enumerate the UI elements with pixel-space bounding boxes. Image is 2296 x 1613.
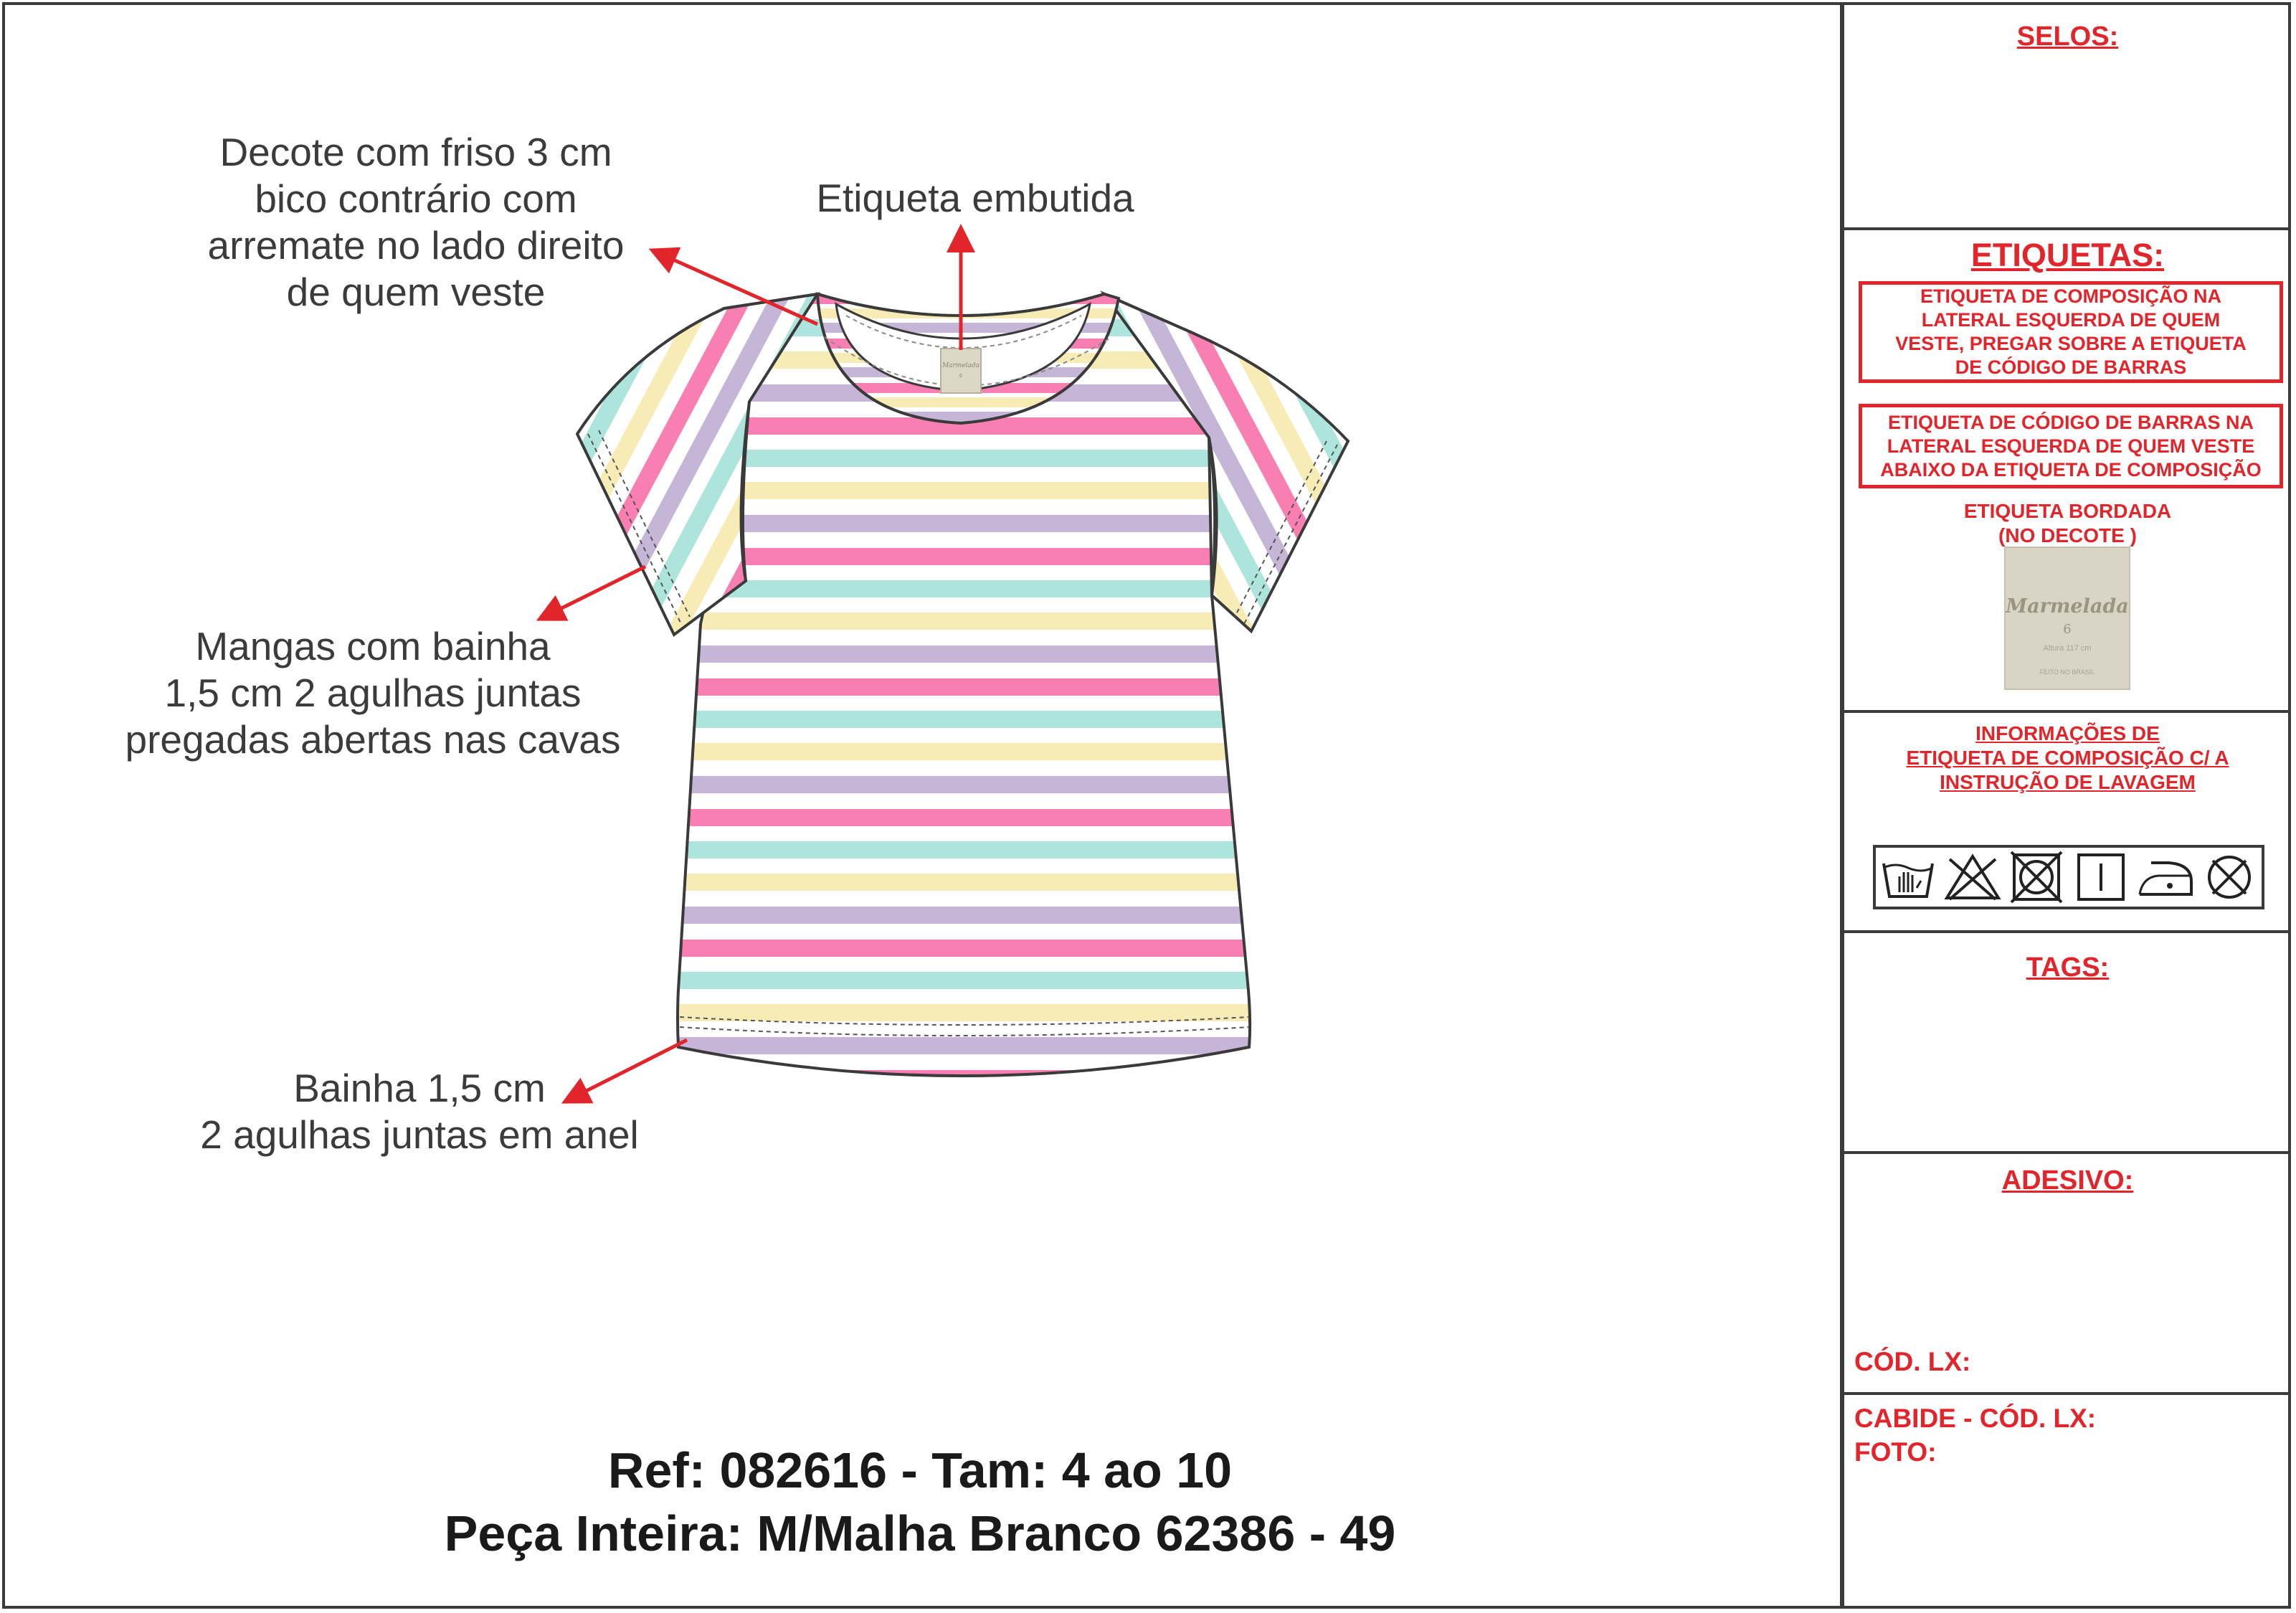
line-dry-icon: [2069, 848, 2133, 907]
barcode-label-box: ETIQUETA DE CÓDIGO DE BARRAS NA LATERAL ESQUERDA DE QUEM VESTE ABAIXO DA ETIQUETA DE COMPOSIÇÃO: [1859, 404, 2283, 488]
annotation-neckline: Decote com friso 3 cm bico contrário com arremate no lado direito de quem veste: [207, 130, 625, 314]
foto-label: FOTO:: [1854, 1437, 1937, 1467]
cabide-cod-lx-label: CABIDE - CÓD. LX:: [1854, 1404, 2097, 1433]
composition-label-box: ETIQUETA DE COMPOSIÇÃO NA LATERAL ESQUERDA DE QUEM VESTE, PREGAR SOBRE A ETIQUETA DE CÓDIGO DE BARRAS: [1859, 281, 2283, 383]
no-bleach-icon: [1940, 848, 2005, 907]
label-height: Altura 117 cm: [2043, 644, 2092, 653]
embroidered-label-image: [2004, 547, 2130, 690]
sidebar-separator: [1844, 1151, 2291, 1154]
arrow-sleeves: [541, 567, 645, 618]
reference-line-2: Peça Inteira: M/Malha Branco 62386 - 49: [444, 1505, 1396, 1561]
svg-text:Marmelada: Marmelada: [941, 362, 980, 369]
sidebar-separator: [1844, 930, 2291, 933]
annotation-hem: Bainha 1,5 cm 2 agulhas juntas em anel: [200, 1066, 639, 1157]
sidebar-separator: [1844, 1392, 2291, 1395]
reference-line-1: Ref: 082616 - Tam: 4 ao 10: [607, 1442, 1233, 1498]
selos-title: SELOS:: [2016, 22, 2119, 52]
etiquetas-title: ETIQUETAS:: [1970, 237, 2165, 273]
no-dry-clean-icon: [2197, 848, 2262, 907]
label-origin: FEITO NO BRASIL: [2039, 668, 2095, 676]
low-iron-icon: [2133, 848, 2198, 907]
label-brand: Marmelada: [2006, 595, 2129, 618]
adesivo-title: ADESIVO:: [2001, 1165, 2134, 1196]
svg-text:6: 6: [959, 374, 962, 379]
no-tumble-dry-icon: [2004, 848, 2069, 907]
care-title: INFORMAÇÕES DE ETIQUETA DE COMPOSIÇÃO C/ A INSTRUÇÃO DE LAVAGEM: [1906, 722, 2229, 793]
annotation-inner-label: Etiqueta embutida: [816, 176, 1134, 220]
annotation-sleeves: Mangas com bainha 1,5 cm 2 agulhas juntas pregadas abertas nas cavas: [125, 624, 621, 762]
embroidered-label-title: ETIQUETA BORDADA (NO DECOTE ): [1963, 500, 2172, 547]
inner-label: [941, 349, 981, 393]
sidebar-separator: [1844, 710, 2291, 713]
tags-title: TAGS:: [2026, 952, 2110, 983]
cod-lx-label: CÓD. LX:: [1854, 1347, 1971, 1376]
hand-wash-icon: [1876, 848, 1940, 907]
sidebar-separator: [1844, 227, 2291, 230]
care-symbols-strip: [1873, 845, 2264, 909]
label-size: 6: [2063, 622, 2072, 637]
